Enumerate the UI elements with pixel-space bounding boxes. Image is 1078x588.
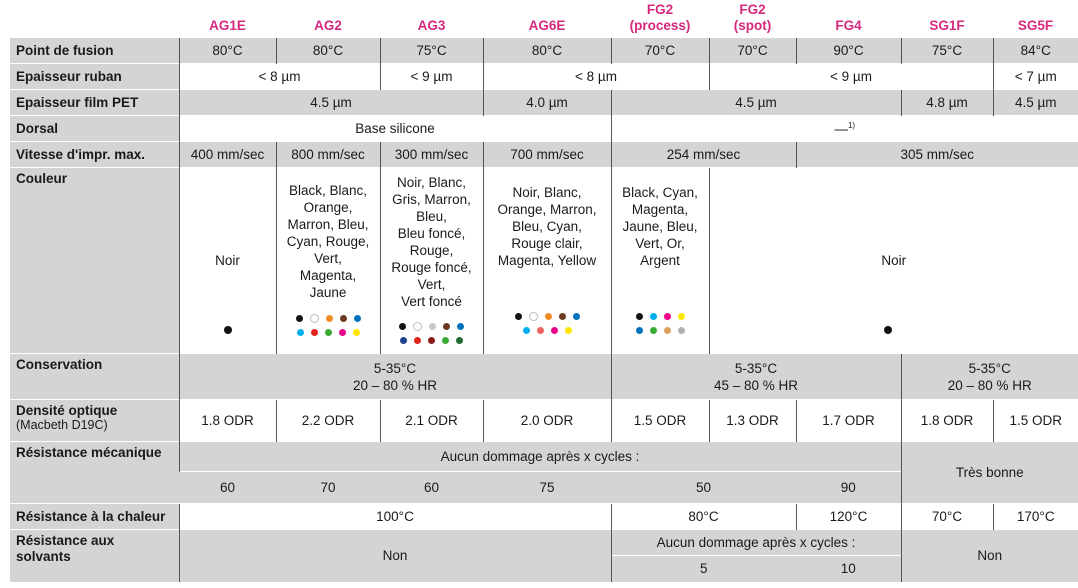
swatch-row [381,334,483,348]
swatch-dot [664,327,671,334]
swatch-dot [399,323,406,330]
col-header: SG5F [993,0,1078,38]
swatch-dot [529,312,538,321]
row-label-main: Densité optique [16,403,118,418]
cell: 170°C [993,504,1078,530]
cell: Non [901,530,1078,582]
swatch-dot [354,315,361,322]
swatch-dot [573,313,580,320]
row-solvants-caption [10,530,1078,556]
colour-cell-ag6e [483,168,611,354]
cell: 75°C [380,38,483,64]
swatches-fg2p [612,309,709,337]
row-mecanique-caption [10,442,1078,472]
row-label: Epaisseur film PET [10,90,179,116]
colour-list: Noir [881,253,907,268]
cell: 800 mm/sec [276,142,380,168]
swatch-dot [326,315,333,322]
cell: 90 [796,472,901,504]
swatch-dot [678,313,685,320]
swatch-dot [457,323,464,330]
swatch-dot [664,313,671,320]
cell: 1.5 ODR [993,400,1078,442]
row-chaleur [10,504,1078,530]
cell: 1.7 ODR [796,400,901,442]
cell: 75 [483,472,611,504]
swatch-dot [551,327,558,334]
row-label: Conservation [10,354,179,400]
row-pet [10,90,1078,116]
cell: 700 mm/sec [483,142,611,168]
solvants-caption: Aucun dommage après x cycles : [611,530,901,556]
swatch-dot [636,327,643,334]
header-corner [10,0,179,38]
cell: 60 [380,472,483,504]
cell: 84°C [993,38,1078,64]
row-label [10,400,179,442]
row-vitesse [10,142,1078,168]
row-label: Point de fusion [10,38,179,64]
swatch-dot [515,313,522,320]
swatch-dot [340,315,347,322]
mecanique-caption: Aucun dommage après x cycles : [179,442,901,472]
swatch-dot [456,337,463,344]
col-header: AG3 [380,0,483,38]
swatch-dot [545,313,552,320]
cell: 90°C [796,38,901,64]
swatch-row [612,309,709,323]
cell: 100°C [179,504,611,530]
cell: 305 mm/sec [796,142,1078,168]
colour-list: Noir [215,253,240,268]
cell: 1.5 ODR [611,400,709,442]
swatch-dot [442,337,449,344]
swatch-dot [650,313,657,320]
cell: 70°C [709,38,796,64]
row-dorsal [10,116,1078,142]
cell: 5 [611,556,796,582]
cell: < 8 µm [483,64,709,90]
cell: 10 [796,556,901,582]
cell: 2.1 ODR [380,400,483,442]
ribbon-spec-table [10,0,1078,582]
cell: 4.5 µm [993,90,1078,116]
cell: 80°C [179,38,276,64]
cell: 80°C [611,504,796,530]
swatch-row [484,323,611,337]
cell: 2.0 ODR [483,400,611,442]
cell: 1.3 ODR [709,400,796,442]
cell: 5-35°C 45 – 80 % HR [611,354,901,400]
colour-cell-fg-sg [709,168,1078,354]
swatch-dot [678,327,685,334]
cell: Très bonne [901,442,1078,504]
colour-list: Black, Cyan, Magenta, Jaune, Bleu, Vert, Or, Argent [622,185,698,268]
swatch-dot [325,329,332,336]
cell: Non [179,530,611,582]
cell: 75°C [901,38,993,64]
row-label: Résistance aux solvants [10,530,179,582]
col-header: FG4 [796,0,901,38]
swatch-dot [296,315,303,322]
colour-list: Noir, Blanc, Orange, Marron, Bleu, Cyan, Rouge clair, Magenta, Yellow [497,185,597,268]
swatch-dot [429,323,436,330]
col-header: AG2 [276,0,380,38]
swatch-dot [428,337,435,344]
swatches-ag6e [484,309,611,337]
cell: Base silicone [179,116,611,142]
swatch-dot [310,314,319,323]
swatch-dot [565,327,572,334]
cell: < 7 µm [993,64,1078,90]
dash-value: — [834,121,848,137]
cell: 1.8 ODR [901,400,993,442]
cell: 70°C [611,38,709,64]
row-sublabel: (Macbeth D19C) [16,418,108,432]
swatch-dot [297,329,304,336]
row-label: Résistance à la chaleur [10,504,179,530]
cell: 4.8 µm [901,90,993,116]
swatch-dot [353,329,360,336]
swatch-dot [884,326,892,334]
swatches-ag2 [277,311,380,339]
swatch-dot [443,323,450,330]
cell: < 8 µm [179,64,380,90]
col-header: SG1F [901,0,993,38]
swatch-row [277,311,380,325]
colour-cell-ag1e [179,168,276,354]
swatch-dot [339,329,346,336]
cell: 5-35°C 20 – 80 % HR [179,354,611,400]
row-label: Couleur [10,168,179,354]
swatch-row [277,325,380,339]
cell: 70°C [901,504,993,530]
cell: 300 mm/sec [380,142,483,168]
cell: 80°C [483,38,611,64]
swatch-row [381,320,483,334]
row-label: Epaisseur ruban [10,64,179,90]
footnote-marker: 1) [847,120,856,130]
swatch-dot [413,322,422,331]
cell: 4.5 µm [611,90,901,116]
swatch-dot [559,313,566,320]
col-header: FG2 (spot) [709,0,796,38]
swatch-row [484,309,611,323]
col-header: AG6E [483,0,611,38]
colour-list: Black, Blanc, Orange, Marron, Bleu, Cyan, Rouge, Vert, Magenta, Jaune [286,183,370,300]
swatch-dot [650,327,657,334]
cell: 5-35°C 20 – 80 % HR [901,354,1078,400]
cell: 2.2 ODR [276,400,380,442]
cell: 70 [276,472,380,504]
row-label: Dorsal [10,116,179,142]
col-header: FG2 (process) [611,0,709,38]
cell: 80°C [276,38,380,64]
swatch-row [612,323,709,337]
colour-cell-ag3 [380,168,483,354]
row-conservation [10,354,1078,400]
cell: 4.5 µm [179,90,483,116]
header-row [10,0,1078,38]
cell [611,116,1078,142]
cell: 400 mm/sec [179,142,276,168]
cell: < 9 µm [709,64,993,90]
swatch-dot [400,337,407,344]
swatches-ag3 [381,320,483,348]
col-header: AG1E [179,0,276,38]
cell: 4.0 µm [483,90,611,116]
swatch-dot [311,329,318,336]
swatch-dot [523,327,530,334]
swatch-dot [636,313,643,320]
cell: 254 mm/sec [611,142,796,168]
cell: 120°C [796,504,901,530]
cell: 50 [611,472,796,504]
row-ruban [10,64,1078,90]
cell: 60 [179,472,276,504]
row-label: Résistance mécanique [10,442,179,504]
cell: 1.8 ODR [179,400,276,442]
swatch-dot [224,326,232,334]
swatch-dot [537,327,544,334]
cell: < 9 µm [380,64,483,90]
swatch-dot [414,337,421,344]
row-label: Vitesse d'impr. max. [10,142,179,168]
row-densite [10,400,1078,442]
colour-list: Noir, Blanc, Gris, Marron, Bleu, Bleu foncé, Rouge, Rouge foncé, Vert, Vert foncé [391,174,472,309]
row-couleur [10,168,1078,354]
colour-cell-fg2p [611,168,709,354]
row-fusion [10,38,1078,64]
colour-cell-ag2 [276,168,380,354]
